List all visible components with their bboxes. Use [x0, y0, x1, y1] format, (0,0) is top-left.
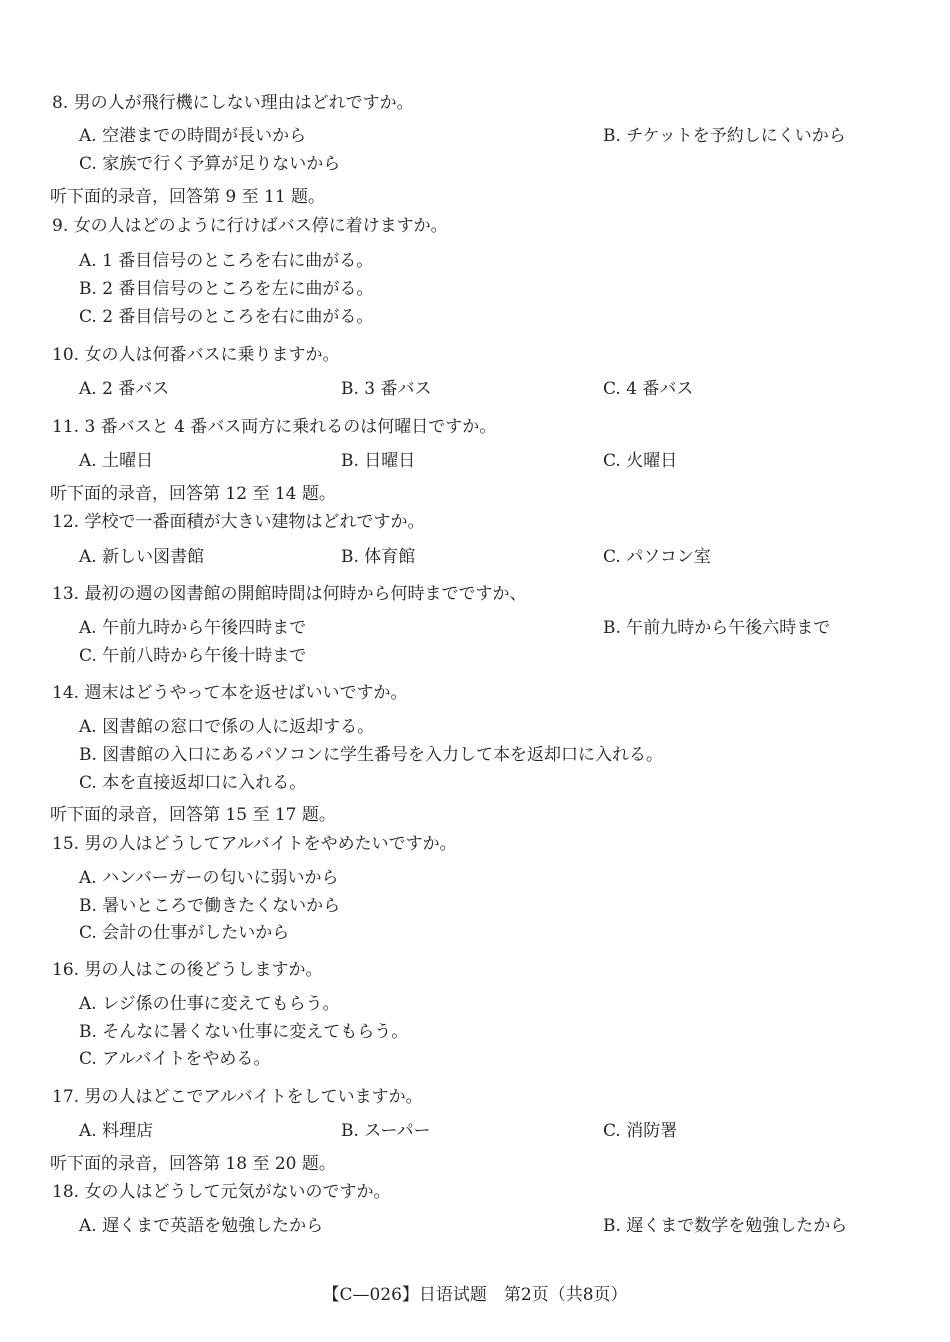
question-9-option-c: C. 2 番目信号のところを右に曲がる。 [79, 307, 374, 327]
question-17-option-b: B. スーパー [341, 1121, 431, 1141]
question-18: 18. 女の人はどうして元気がないのですか。 [52, 1182, 391, 1202]
question-8-option-b: B. チケットを予約しにくいから [603, 126, 846, 146]
question-10-option-a: A. 2 番バス [79, 379, 170, 399]
question-14: 14. 週末はどうやって本を返せばいいですか。 [52, 683, 408, 703]
question-15-option-b: B. 暑いところで働きたくないから [79, 896, 341, 916]
question-11-option-c: C. 火曜日 [603, 451, 678, 471]
question-15-option-c: C. 会計の仕事がしたいから [79, 923, 290, 943]
question-17-option-a: A. 料理店 [79, 1121, 154, 1141]
question-14-option-a: A. 図書館の窓口で係の人に返却する。 [79, 717, 375, 737]
question-17-option-c: C. 消防署 [603, 1121, 678, 1141]
question-12: 12. 学校で一番面積が大きい建物はどれですか。 [52, 512, 425, 532]
question-11-option-b: B. 日曜日 [341, 451, 416, 471]
question-16: 16. 男の人はこの後どうしますか。 [52, 960, 323, 980]
question-16-option-b: B. そんなに暑くない仕事に変えてもらう。 [79, 1022, 409, 1042]
question-8-option-a: A. 空港までの時間が長いから [79, 126, 307, 146]
question-14-option-c: C. 本を直接返却口に入れる。 [79, 773, 307, 793]
question-18-option-b: B. 遅くまで数学を勉強したから [603, 1216, 848, 1236]
question-8: 8. 男の人が飛行機にしない理由はどれですか。 [52, 93, 414, 113]
section-instruction-15-17: 听下面的录音，回答第 15 至 17 题。 [50, 805, 336, 825]
question-10-option-c: C. 4 番バス [603, 379, 694, 399]
question-8-option-c: C. 家族で行く予算が足りないから [79, 154, 341, 174]
question-16-option-c: C. アルバイトをやめる。 [79, 1049, 271, 1069]
question-12-option-b: B. 体育館 [341, 547, 416, 567]
question-9-option-b: B. 2 番目信号のところを左に曲がる。 [79, 279, 374, 299]
question-14-option-b: B. 図書館の入口にあるパソコンに学生番号を入力して本を返却口に入れる。 [79, 745, 663, 765]
page-footer: 【C—026】日语试题 第2页（共8页） [322, 1285, 628, 1305]
question-15: 15. 男の人はどうしてアルバイトをやめたいですか。 [52, 834, 457, 854]
section-instruction-9-11: 听下面的录音，回答第 9 至 11 题。 [50, 187, 326, 207]
question-12-option-c: C. パソコン室 [603, 547, 711, 567]
question-13: 13. 最初の週の図書館の開館時間は何時から何時までですか、 [52, 584, 527, 604]
question-18-option-a: A. 遅くまで英語を勉強したから [79, 1216, 324, 1236]
question-11-option-a: A. 土曜日 [79, 451, 154, 471]
question-13-option-b: B. 午前九時から午後六時まで [603, 618, 831, 638]
question-9-option-a: A. 1 番目信号のところを右に曲がる。 [79, 251, 374, 271]
question-11: 11. 3 番バスと 4 番バス両方に乗れるのは何曜日ですか。 [52, 417, 497, 437]
question-12-option-a: A. 新しい図書館 [79, 547, 205, 567]
question-13-option-c: C. 午前八時から午後十時まで [79, 646, 307, 666]
question-13-option-a: A. 午前九時から午後四時まで [79, 618, 307, 638]
question-10-option-b: B. 3 番バス [341, 379, 432, 399]
question-17: 17. 男の人はどこでアルバイトをしていますか。 [52, 1087, 423, 1107]
question-9: 9. 女の人はどのように行けばバス停に着けますか。 [52, 216, 448, 236]
section-instruction-18-20: 听下面的录音，回答第 18 至 20 题。 [50, 1154, 336, 1174]
question-15-option-a: A. ハンバーガーの匂いに弱いから [79, 868, 339, 888]
question-10: 10. 女の人は何番バスに乗りますか。 [52, 345, 340, 365]
section-instruction-12-14: 听下面的录音，回答第 12 至 14 题。 [50, 484, 336, 504]
question-16-option-a: A. レジ係の仕事に変えてもらう。 [79, 994, 340, 1014]
